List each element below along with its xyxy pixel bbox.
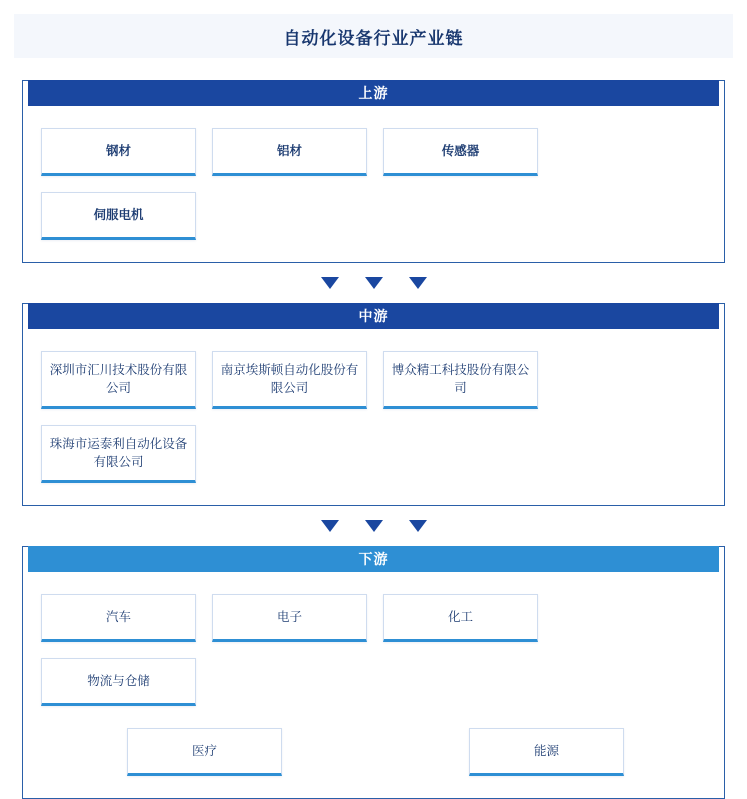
upstream-notch-right — [719, 80, 725, 106]
industry-chain-diagram — [0, 14, 747, 758]
downstream-notch-left — [22, 546, 28, 572]
midstream-band-label: 中游 — [28, 303, 719, 329]
downstream-band-wrap — [22, 546, 725, 572]
midstream-band-wrap — [22, 303, 725, 329]
downstream-notch-right — [719, 546, 725, 572]
page-title-bar — [14, 14, 733, 58]
arrow-group-upstream-to-midstream — [0, 273, 747, 293]
upstream-notch-left — [22, 80, 28, 106]
list-item[interactable]: 电子 — [212, 594, 367, 642]
down-arrow-icon — [365, 520, 383, 532]
list-item[interactable]: 铝材 — [212, 128, 367, 176]
downstream-band-label: 下游 — [28, 546, 719, 572]
list-item[interactable]: 物流与仓储 — [41, 658, 196, 706]
midstream-notch-left — [22, 303, 28, 329]
list-item[interactable]: 化工 — [383, 594, 538, 642]
section-downstream — [22, 546, 725, 799]
down-arrow-icon — [365, 277, 383, 289]
list-item[interactable]: 汽车 — [41, 594, 196, 642]
list-item[interactable]: 博众精工科技股份有限公司 — [383, 351, 538, 409]
down-arrow-icon — [321, 277, 339, 289]
section-midstream — [22, 303, 725, 506]
midstream-frame — [22, 329, 725, 506]
down-arrow-icon — [409, 520, 427, 532]
list-item[interactable]: 能源 — [469, 728, 624, 776]
list-item[interactable]: 医疗 — [127, 728, 282, 776]
midstream-notch-right — [719, 303, 725, 329]
down-arrow-icon — [409, 277, 427, 289]
downstream-frame — [22, 572, 725, 799]
list-item[interactable]: 传感器 — [383, 128, 538, 176]
list-item[interactable]: 伺服电机 — [41, 192, 196, 240]
arrow-group-midstream-to-downstream — [0, 516, 747, 536]
page-title: 自动化设备行业产业链 — [283, 28, 464, 48]
list-item[interactable]: 钢材 — [41, 128, 196, 176]
upstream-band-label: 上游 — [28, 80, 719, 106]
upstream-band-wrap — [22, 80, 725, 106]
downstream-card-row-1 — [23, 572, 724, 728]
list-item[interactable]: 珠海市运泰利自动化设备有限公司 — [41, 425, 196, 483]
section-upstream — [22, 80, 725, 263]
upstream-card-row — [23, 106, 724, 262]
down-arrow-icon — [321, 520, 339, 532]
upstream-frame — [22, 106, 725, 263]
list-item[interactable]: 南京埃斯顿自动化股份有限公司 — [212, 351, 367, 409]
list-item[interactable]: 深圳市汇川技术股份有限公司 — [41, 351, 196, 409]
downstream-card-row-2 — [23, 728, 724, 798]
midstream-card-row — [23, 329, 724, 505]
